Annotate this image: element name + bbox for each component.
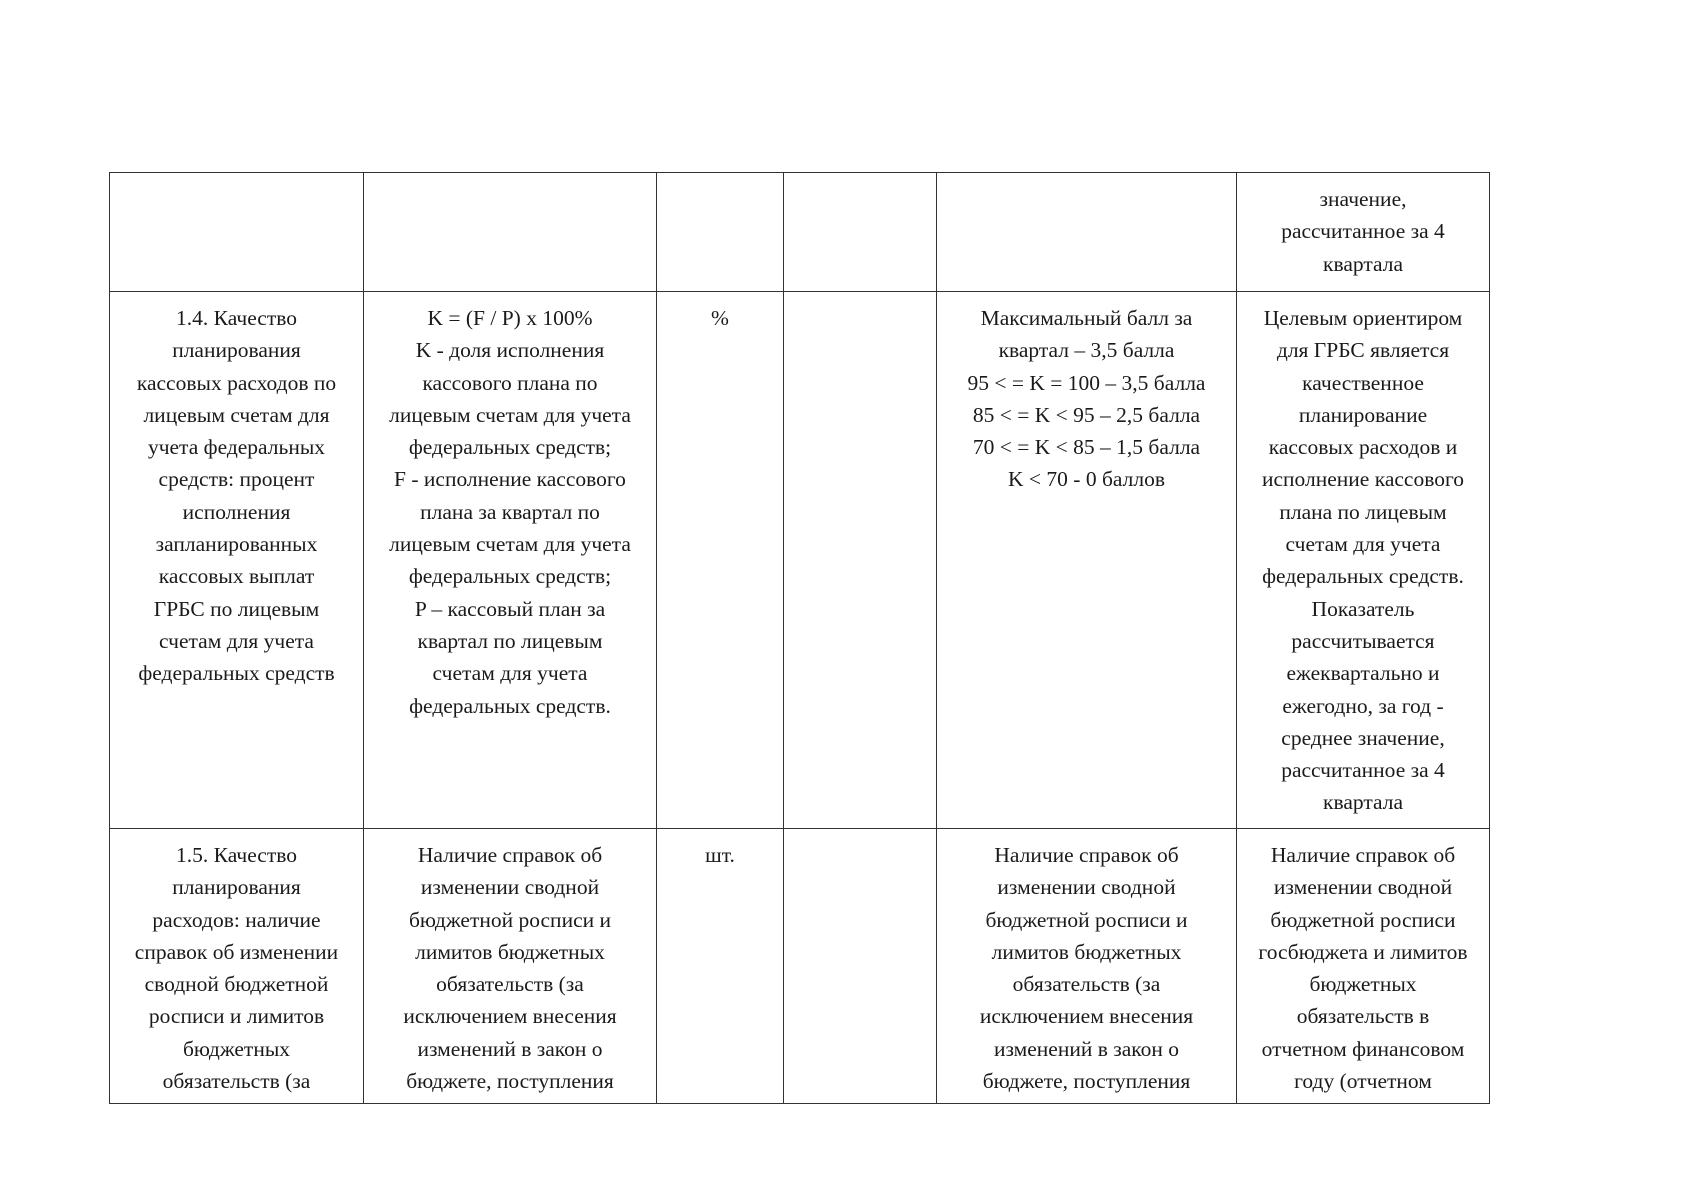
text-line: бюджетной росписи и xyxy=(408,907,611,932)
text-line: счетам для учета xyxy=(159,628,314,653)
text-line: квартал по лицевым xyxy=(417,628,603,653)
text-line: Максимальный балл за xyxy=(980,306,1193,330)
text-line: запланированных xyxy=(155,532,318,557)
text-line: кассовых выплат xyxy=(158,564,315,589)
text-line: расходов: наличие xyxy=(152,907,321,932)
text-line: исключением внесения xyxy=(403,1004,617,1029)
text-line: значение, xyxy=(1319,187,1407,211)
cell-unit xyxy=(657,173,784,292)
cell-scoring xyxy=(937,173,1237,292)
text-line: госбюджета и лимитов xyxy=(1258,939,1468,964)
table-row-1-4 xyxy=(110,292,1490,829)
text-line: средств: процент xyxy=(158,467,315,492)
text-line: 95 < = K = 100 – 3,5 балла xyxy=(967,370,1206,395)
text-line: учета федеральных xyxy=(147,435,326,460)
cell-empty xyxy=(784,173,937,292)
text-line: бюджетной росписи xyxy=(1270,907,1456,932)
text-line: исполнения xyxy=(182,499,291,524)
text-line: изменений в закон о xyxy=(993,1036,1180,1061)
cell-indicator xyxy=(110,829,364,1104)
cell-empty xyxy=(784,292,937,829)
text-line: планирования xyxy=(172,338,301,363)
table-row-1-5 xyxy=(110,829,1490,1104)
text-line: бюджете, поступления xyxy=(982,1069,1191,1094)
text-line: ежегодно, за год - xyxy=(1282,693,1444,718)
text-line: обязательств в xyxy=(1296,1004,1430,1029)
text-line: K - доля исполнения xyxy=(415,338,605,363)
text-line: 70 < = K < 85 – 1,5 балла xyxy=(972,435,1201,460)
text-line: лицевым счетам для учета xyxy=(389,402,631,427)
text-line: ГРБС по лицевым xyxy=(153,596,320,621)
text-line: федеральных средств. xyxy=(1262,564,1464,589)
text-line: шт. xyxy=(705,843,735,867)
text-line: обязательств (за xyxy=(162,1069,311,1094)
text-line: 1.5. Качество xyxy=(176,843,297,867)
table-row-continuation xyxy=(110,173,1490,292)
text-line: P – кассовый план за xyxy=(414,596,606,621)
text-line: 85 < = K < 95 – 2,5 балла xyxy=(972,402,1201,427)
text-line: Целевым ориентиром xyxy=(1263,306,1463,330)
text-line: Наличие справок об xyxy=(417,843,603,867)
text-line: квартал – 3,5 балла xyxy=(998,338,1175,363)
text-line: ежеквартально и xyxy=(1286,661,1440,686)
text-line: бюджетных xyxy=(1309,972,1417,997)
text-line: качественное xyxy=(1302,370,1424,395)
text-line: изменений в закон о xyxy=(417,1036,603,1061)
text-line: 1.4. Качество xyxy=(176,306,297,330)
cell-indicator xyxy=(110,173,364,292)
text-line: Наличие справок об xyxy=(994,843,1179,867)
indicator-table xyxy=(109,172,1490,1104)
text-line: году (отчетном xyxy=(1294,1069,1432,1094)
text-line: для ГРБС является xyxy=(1276,338,1450,363)
cell-empty xyxy=(784,829,937,1104)
text-line: рассчитанное за 4 xyxy=(1281,758,1445,783)
text-line: обязательств (за xyxy=(1012,972,1161,997)
text-line: среднее значение, xyxy=(1281,725,1445,750)
text-line: лицевым счетам для учета xyxy=(389,532,631,557)
text-line: изменении сводной xyxy=(997,875,1176,900)
text-line: лимитов бюджетных xyxy=(991,939,1182,964)
text-line: плана по лицевым xyxy=(1279,499,1447,524)
text-line: планирование xyxy=(1298,402,1428,427)
text-line: бюджетных xyxy=(182,1036,291,1061)
text-line: плана за квартал по xyxy=(420,499,600,524)
cell-unit xyxy=(657,829,784,1104)
text-line: кассовых расходов по xyxy=(136,370,337,395)
text-line: исполнение кассового xyxy=(1261,467,1464,492)
text-line: планирования xyxy=(172,875,301,900)
text-line: рассчитанное за 4 xyxy=(1281,219,1445,244)
text-line: рассчитывается xyxy=(1291,628,1435,653)
cell-comment xyxy=(1237,292,1490,829)
cell-unit xyxy=(657,292,784,829)
text-line: федеральных средств; xyxy=(408,435,612,460)
cell-formula xyxy=(364,829,657,1104)
text-line: изменении сводной xyxy=(1273,875,1453,900)
text-line: K = (F / P) x 100% xyxy=(427,306,593,330)
text-line: сводной бюджетной xyxy=(144,972,329,997)
text-line: F - исполнение кассового xyxy=(394,467,626,492)
cell-scoring xyxy=(937,292,1237,829)
text-line: счетам для учета xyxy=(432,661,588,686)
text-line: исключением внесения xyxy=(979,1004,1194,1029)
text-line: лимитов бюджетных xyxy=(415,939,605,964)
text-line: бюджетной росписи и xyxy=(985,907,1188,932)
text-line: федеральных средств xyxy=(138,661,335,686)
text-line: росписи и лимитов xyxy=(148,1004,325,1029)
text-line: справок об изменении xyxy=(134,939,339,964)
text-line: счетам для учета xyxy=(1285,532,1441,557)
text-line: отчетном финансовом xyxy=(1261,1036,1465,1061)
cell-comment xyxy=(1237,829,1490,1104)
cell-indicator xyxy=(110,292,364,829)
text-line: Наличие справок об xyxy=(1270,843,1456,867)
cell-scoring xyxy=(937,829,1237,1104)
text-line: кассового плана по xyxy=(422,370,598,395)
text-line: лицевым счетам для xyxy=(143,402,330,427)
text-line: бюджете, поступления xyxy=(406,1069,614,1094)
text-line: Показатель xyxy=(1311,596,1415,621)
text-line: K < 70 - 0 баллов xyxy=(1008,467,1165,492)
text-line: % xyxy=(711,306,729,330)
cell-formula xyxy=(364,173,657,292)
text-line: изменении сводной xyxy=(420,875,600,900)
cell-comment xyxy=(1237,173,1490,292)
text-line: кассовых расходов и xyxy=(1268,435,1458,460)
cell-formula xyxy=(364,292,657,829)
text-line: обязательств (за xyxy=(436,972,584,997)
text-line: квартала xyxy=(1323,251,1403,276)
text-line: федеральных средств. xyxy=(409,693,611,718)
text-line: квартала xyxy=(1323,790,1403,815)
text-line: федеральных средств; xyxy=(408,564,612,589)
